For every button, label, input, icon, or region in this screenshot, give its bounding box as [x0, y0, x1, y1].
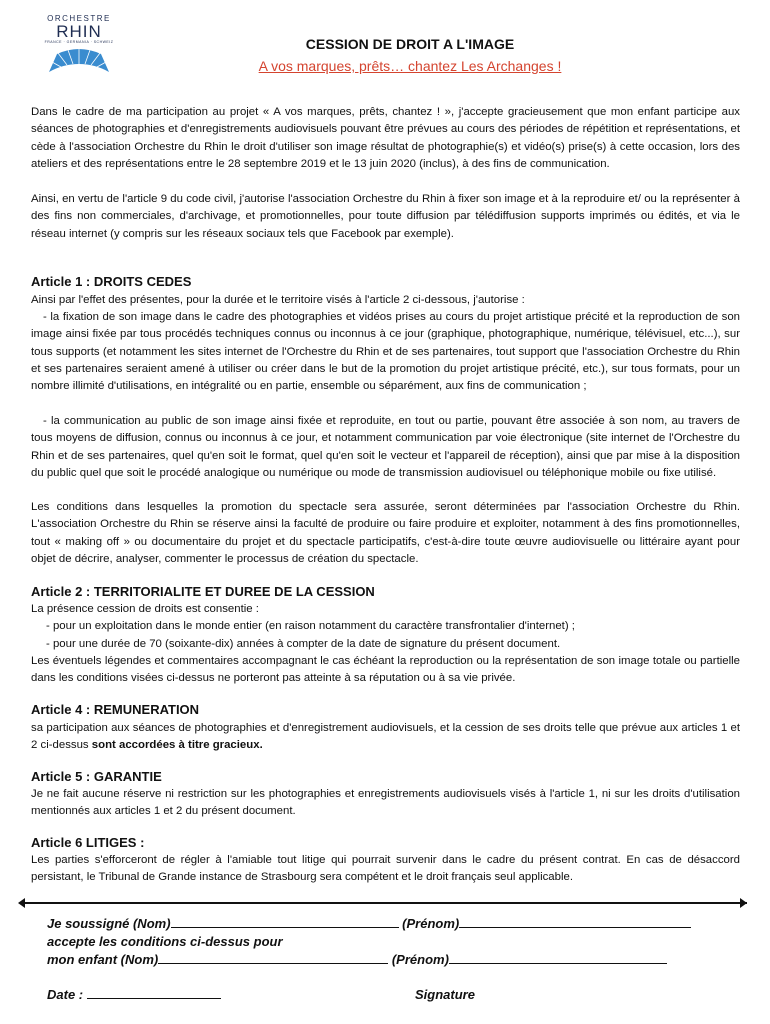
prenom-field-2[interactable]: [449, 963, 667, 964]
signature-label: Signature: [415, 987, 475, 1002]
date-label: Date :: [47, 987, 84, 1002]
article-4-text: [31, 720, 740, 755]
prenom-field-1[interactable]: [459, 927, 691, 928]
accepte-line: accepte les conditions ci-dessus pour: [47, 934, 283, 949]
article-1-outro: Les conditions dans lesquelles la promotion du spectacle sera assurée, seront déterminées par l'association Orchestre du Rhin. L'association Orchestre du Rhin se réserve ainsi la faculté de produire ou faire produire et exploiter, notamment à des fins promotionnelles, tout « making off » ou documentaire du projet et du spectacle participatifs, c'est-à-dire toute œuvre audiovisuelle ou littéraire ayant pour objet de décrire, analyser, commenter le processus de création du spectacle.: [31, 501, 740, 565]
intro-paragraph-1: Dans le cadre de ma participation au projet « A vos marques, prêts, chantez ! », j'accepte gracieusement que mon enfant participe aux séances de photographies et d'enregistrements audiovisuels pouvant être prévues au cours des périodes de répétition et représentations, et cède à l'association Orchestre du Rhin le droit d'utiliser son image résultat de photographie(s) et vidéo(s) prise(s) à cette occasion, lors des ateliers et des représentations entre le 28 septembre 2019 et le 13 juin 2020 (inclus), à des fins de communication.: [31, 106, 740, 170]
article-6-heading: Article 6 LITIGES :: [31, 835, 145, 850]
article-1-heading: Article 1 : DROITS CEDES: [31, 274, 192, 289]
date-line: [47, 987, 221, 1002]
soussigne-label: Je soussigné (Nom): [47, 916, 171, 931]
prenom-label-1: (Prénom): [402, 916, 460, 931]
nom-field[interactable]: [171, 927, 399, 928]
logo-line-2: RHIN: [56, 22, 102, 41]
separator-rule: [23, 902, 747, 904]
article-1-item-1: - la fixation de son image dans le cadre des photographies et vidéos prises au cours du projet artistique précité et la reproduction de son image ainsi fixée par tous procédés techniques connus ou inconnus à ce jour (graphique, photographique, numérique, télévisuel, etc...), sur tous supports (et notamment les sites internet de l'Orchestre du Rhin et de ses partenaires, tout support que l'association Orchestre du Rhin et ses partenaires seraient amené à utiliser ou créer dans le but de la promotion du projet artistique précité, etc.), sur tous formats, pour un nombre illimité d'utilisations, en intégralité ou en partie, ensemble ou séparément, aux fins de communication ;: [31, 311, 740, 393]
signature-line-2: [47, 952, 667, 967]
enfant-label: mon enfant (Nom): [47, 952, 159, 967]
rule-right-arrow: [740, 898, 747, 908]
article-6-text: Les parties s'efforceront de régler à l'amiable tout litige qui pourrait survenir dans le cadre du présent contrat. En cas de désaccord persistant, le Tribunal de Grande instance de Strasbourg sera compétent et le droit français seul applicable.: [31, 854, 740, 884]
enfant-nom-field[interactable]: [158, 963, 388, 964]
article-2-heading: Article 2 : TERRITORIALITE ET DUREE DE LA CESSION: [31, 584, 375, 599]
intro-paragraph-2: Ainsi, en vertu de l'article 9 du code civil, j'autorise l'association Orchestre du Rhin à fixer son image et à la reproduire et/ ou la représenter à des fins non commerciales, d'archivage, et promotionnelles, pour toute diffusion par télédiffusion supports imprimés ou édités, et via le réseau internet (y compris sur les réseaux sociaux tels que Facebook par exemple).: [31, 193, 740, 240]
article-5-text: Je ne fait aucune réserve ni restriction sur les photographies et enregistrements audiovisuels visés à l'article 1, ni sur les droits d'utilisation mentionnés aux articles 1 et 2 du présent document.: [31, 788, 740, 818]
orchestre-du-rhin-logo: [36, 14, 122, 74]
article-2-outro: Les éventuels légendes et commentaires accompagnant le cas échéant la reproduction ou la représentation de son image totale ou partielle dans les conditions visées ci-dessus ne porteront pas atteinte à sa réputation ou à sa vie privée.: [31, 655, 740, 685]
signature-line-1: [47, 916, 691, 931]
article-2-item-2: - pour une durée de 70 (soixante-dix) années à compter de la date de signature du présent document.: [46, 638, 561, 650]
article-2-intro: La présence cession de droits est consentie :: [31, 603, 259, 615]
logo-line-1: ORCHESTRE: [47, 14, 111, 23]
article-4-bold: sont accordées à titre gracieux.: [91, 739, 263, 752]
page-subtitle: A vos marques, prêts… chantez Les Archanges !: [258, 58, 562, 74]
article-4-heading: Article 4 : REMUNERATION: [31, 702, 200, 717]
article-1-intro: Ainsi par l'effet des présentes, pour la durée et le territoire visés à l'article 2 ci-dessous, j'autorise :: [31, 294, 525, 306]
article-2-item-1: - pour un exploitation dans le monde entier (en raison notamment du caractère transfrontalier d'internet) ;: [46, 620, 575, 632]
page-title: CESSION DE DROIT A L'IMAGE: [305, 36, 515, 52]
date-field[interactable]: [87, 998, 221, 999]
article-4-body: sa participation aux séances de photographies et d'enregistrement audiovisuels, et la cession de ses droits telle que prévue aux articles 1 et 2 ci-dessus: [31, 722, 740, 752]
prenom-label-2: (Prénom): [391, 952, 449, 967]
fan-logo-icon: [47, 48, 111, 74]
logo-line-3: FRANCE · GERMANIA · SCHWEIZ: [44, 40, 114, 44]
article-5-heading: Article 5 : GARANTIE: [31, 769, 162, 784]
article-1-item-2: - la communication au public de son image ainsi fixée et reproduite, en tout ou partie, pouvant être associée à son nom, au travers de tous moyens de diffusion, connus ou inconnus à ce jour, et notamment communication par voie électronique (site internet de l'Orchestre du Rhin et de ses partenaires, quel qu'en soit le format, quel qu'en soit le vecteur et l'appareil de réception), ainsi que par mise à la disposition du public quel que soit le procédé analogique ou numérique ou mode de transmission audiovisuel ou téléphonique mobile ou fixe utilisé.: [31, 415, 740, 479]
